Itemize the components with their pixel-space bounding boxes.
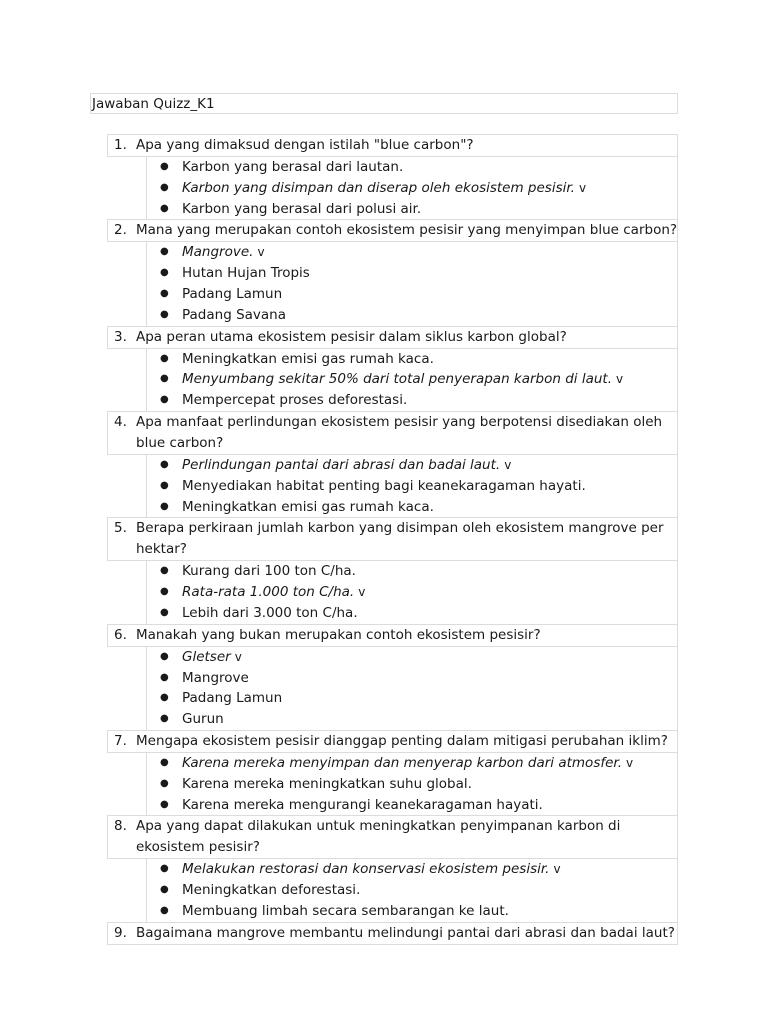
bullet-icon: ● [160,202,169,214]
option-text: Membuang limbah secara sembarangan ke laut. [182,902,509,919]
question-number: 8. [114,818,127,835]
question-row [107,624,678,647]
option-text: Karena mereka meningkatkan suhu global. [182,775,472,792]
bullet-icon: ● [160,267,169,279]
option-item [147,795,677,816]
option-item [147,199,677,220]
options-list [146,157,678,219]
question-number: 1. [114,137,127,153]
option-item [147,603,677,624]
question-text: Bagaimana mangrove membantu melindungi pantai dari abrasi dan badai laut? [136,924,675,941]
option-item-correct [147,647,677,668]
question-text: Apa peran utama ekosistem pesisir dalam siklus karbon global? [136,328,567,345]
question-number: 2. [114,222,127,239]
bullet-icon: ● [160,181,169,193]
option-text: Perlindungan pantai dari abrasi dan badai laut. [182,456,501,473]
option-text: Meningkatkan emisi gas rumah kaca. [182,498,434,515]
option-item-correct [147,178,677,199]
option-text: Menyumbang sekitar 50% dari total penyerapan karbon di laut. [182,371,613,388]
bullet-icon: ● [160,904,169,916]
option-item [147,880,677,901]
option-item [147,774,677,795]
question-row [107,326,678,349]
question-row [107,730,678,753]
bullet-icon: ● [160,161,169,172]
check-mark-icon: v [358,585,366,600]
bullet-icon: ● [160,798,169,810]
option-text: Lebih dari 3.000 ton C/ha. [182,604,358,621]
bullet-icon: ● [160,479,169,491]
question-number: 7. [114,732,127,749]
option-text: Mangrove [182,669,249,686]
option-text: Rata-rata 1.000 ton C/ha. [182,584,355,601]
question-row [107,219,678,242]
check-mark-icon: v [616,372,624,387]
question-text: ekosistem pesisir? [136,839,260,856]
question-row [107,134,678,157]
check-mark-icon: v [578,180,587,195]
options-list [146,349,678,411]
option-text: Karbon yang disimpan dan diserap oleh ekosistem pesisir. [182,179,575,196]
question-text: Apa yang dimaksud dengan istilah "blue carbon"? [136,137,474,153]
options-list [146,242,678,325]
option-item [147,476,677,497]
options-list [146,647,678,730]
bullet-icon: ● [160,458,169,470]
option-text: Meningkatkan emisi gas rumah kaca. [182,350,434,367]
question-row [107,922,678,945]
check-mark-icon: v [234,649,242,664]
bullet-icon: ● [160,352,169,364]
option-text: Kurang dari 100 ton C/ha. [182,563,356,580]
option-item-correct [147,859,677,880]
option-text: Gurun [182,711,224,728]
question-text: Manakah yang bukan merupakan contoh ekosistem pesisir? [136,626,541,643]
option-item [147,305,677,326]
bullet-icon: ● [160,884,169,896]
option-text: Padang Lamun [182,285,283,302]
question-text: Berapa perkiraan jumlah karbon yang disimpan oleh ekosistem mangrove per [136,520,664,537]
bullet-icon: ● [160,287,169,299]
check-mark-icon: v [626,755,634,770]
bullet-icon: ● [160,650,169,662]
question-text: blue carbon? [136,434,224,451]
option-item [147,263,677,284]
bullet-icon: ● [160,863,169,875]
option-text: Gletser [182,648,231,665]
bullet-icon: ● [160,756,169,768]
bullet-icon: ● [160,394,169,406]
question-text: Apa manfaat perlindungan ekosistem pesisir yang berpotensi disediakan oleh [136,413,663,430]
bullet-icon: ● [160,565,169,577]
question-number: 9. [114,924,127,941]
question-text: Apa yang dapat dilakukan untuk meningkatkan penyimpanan karbon di [136,818,621,835]
option-text: Melakukan restorasi dan konservasi ekosistem pesisir. [182,861,550,878]
document-title: Jawaban Quizz_K1 [90,93,678,114]
bullet-icon: ● [160,692,169,704]
question-row [107,411,678,455]
option-item [147,497,677,518]
options-list [146,561,678,623]
option-text: Hutan Hujan Tropis [182,265,310,282]
option-item [147,349,677,370]
option-item-correct [147,582,677,603]
bullet-icon: ● [160,308,169,320]
check-mark-icon: v [553,862,561,877]
bullet-icon: ● [160,713,169,725]
question-row [107,815,678,859]
question-row [107,517,678,561]
options-list [146,859,678,921]
check-mark-icon: v [257,245,265,260]
quiz-list [107,134,678,945]
option-text: Mempercepat proses deforestasi. [182,392,408,409]
option-item [147,284,677,305]
question-number: 4. [114,413,127,430]
option-item-correct [147,455,677,476]
option-item-correct [147,369,677,390]
option-text: Karbon yang berasal dari lautan. [182,159,404,175]
question-text: Mengapa ekosistem pesisir dianggap penting dalam mitigasi perubahan iklim? [136,732,668,749]
option-text: Menyediakan habitat penting bagi keanekaragaman hayati. [182,477,586,494]
option-text: Karena mereka mengurangi keanekaragaman hayati. [182,796,543,813]
question-text: Mana yang merupakan contoh ekosistem pesisir yang menyimpan blue carbon? [136,222,678,239]
option-item [147,390,677,411]
bullet-icon: ● [160,586,169,598]
option-text: Karena mereka menyimpan dan menyerap karbon dari atmosfer. [182,754,623,771]
question-text: hektar? [136,541,187,558]
option-item [147,561,677,582]
options-list [146,455,678,517]
option-text: Mangrove. [182,244,254,261]
option-item [147,688,677,709]
question-number: 5. [114,520,127,537]
option-text: Karbon yang berasal dari polusi air. [182,200,422,217]
option-item-correct [147,242,677,263]
option-text: Padang Lamun [182,690,283,707]
bullet-icon: ● [160,606,169,618]
bullet-icon: ● [160,500,169,512]
option-text: Padang Savana [182,306,286,323]
option-item [147,901,677,922]
bullet-icon: ● [160,671,169,683]
option-item [147,709,677,730]
option-item [147,668,677,689]
options-list [146,753,678,815]
question-number: 3. [114,328,127,345]
question-number: 6. [114,626,127,643]
option-text: Meningkatkan deforestasi. [182,882,361,899]
option-item [147,157,677,178]
bullet-icon: ● [160,777,169,789]
bullet-icon: ● [160,246,169,258]
option-item-correct [147,753,677,774]
check-mark-icon: v [504,457,512,472]
bullet-icon: ● [160,373,169,385]
